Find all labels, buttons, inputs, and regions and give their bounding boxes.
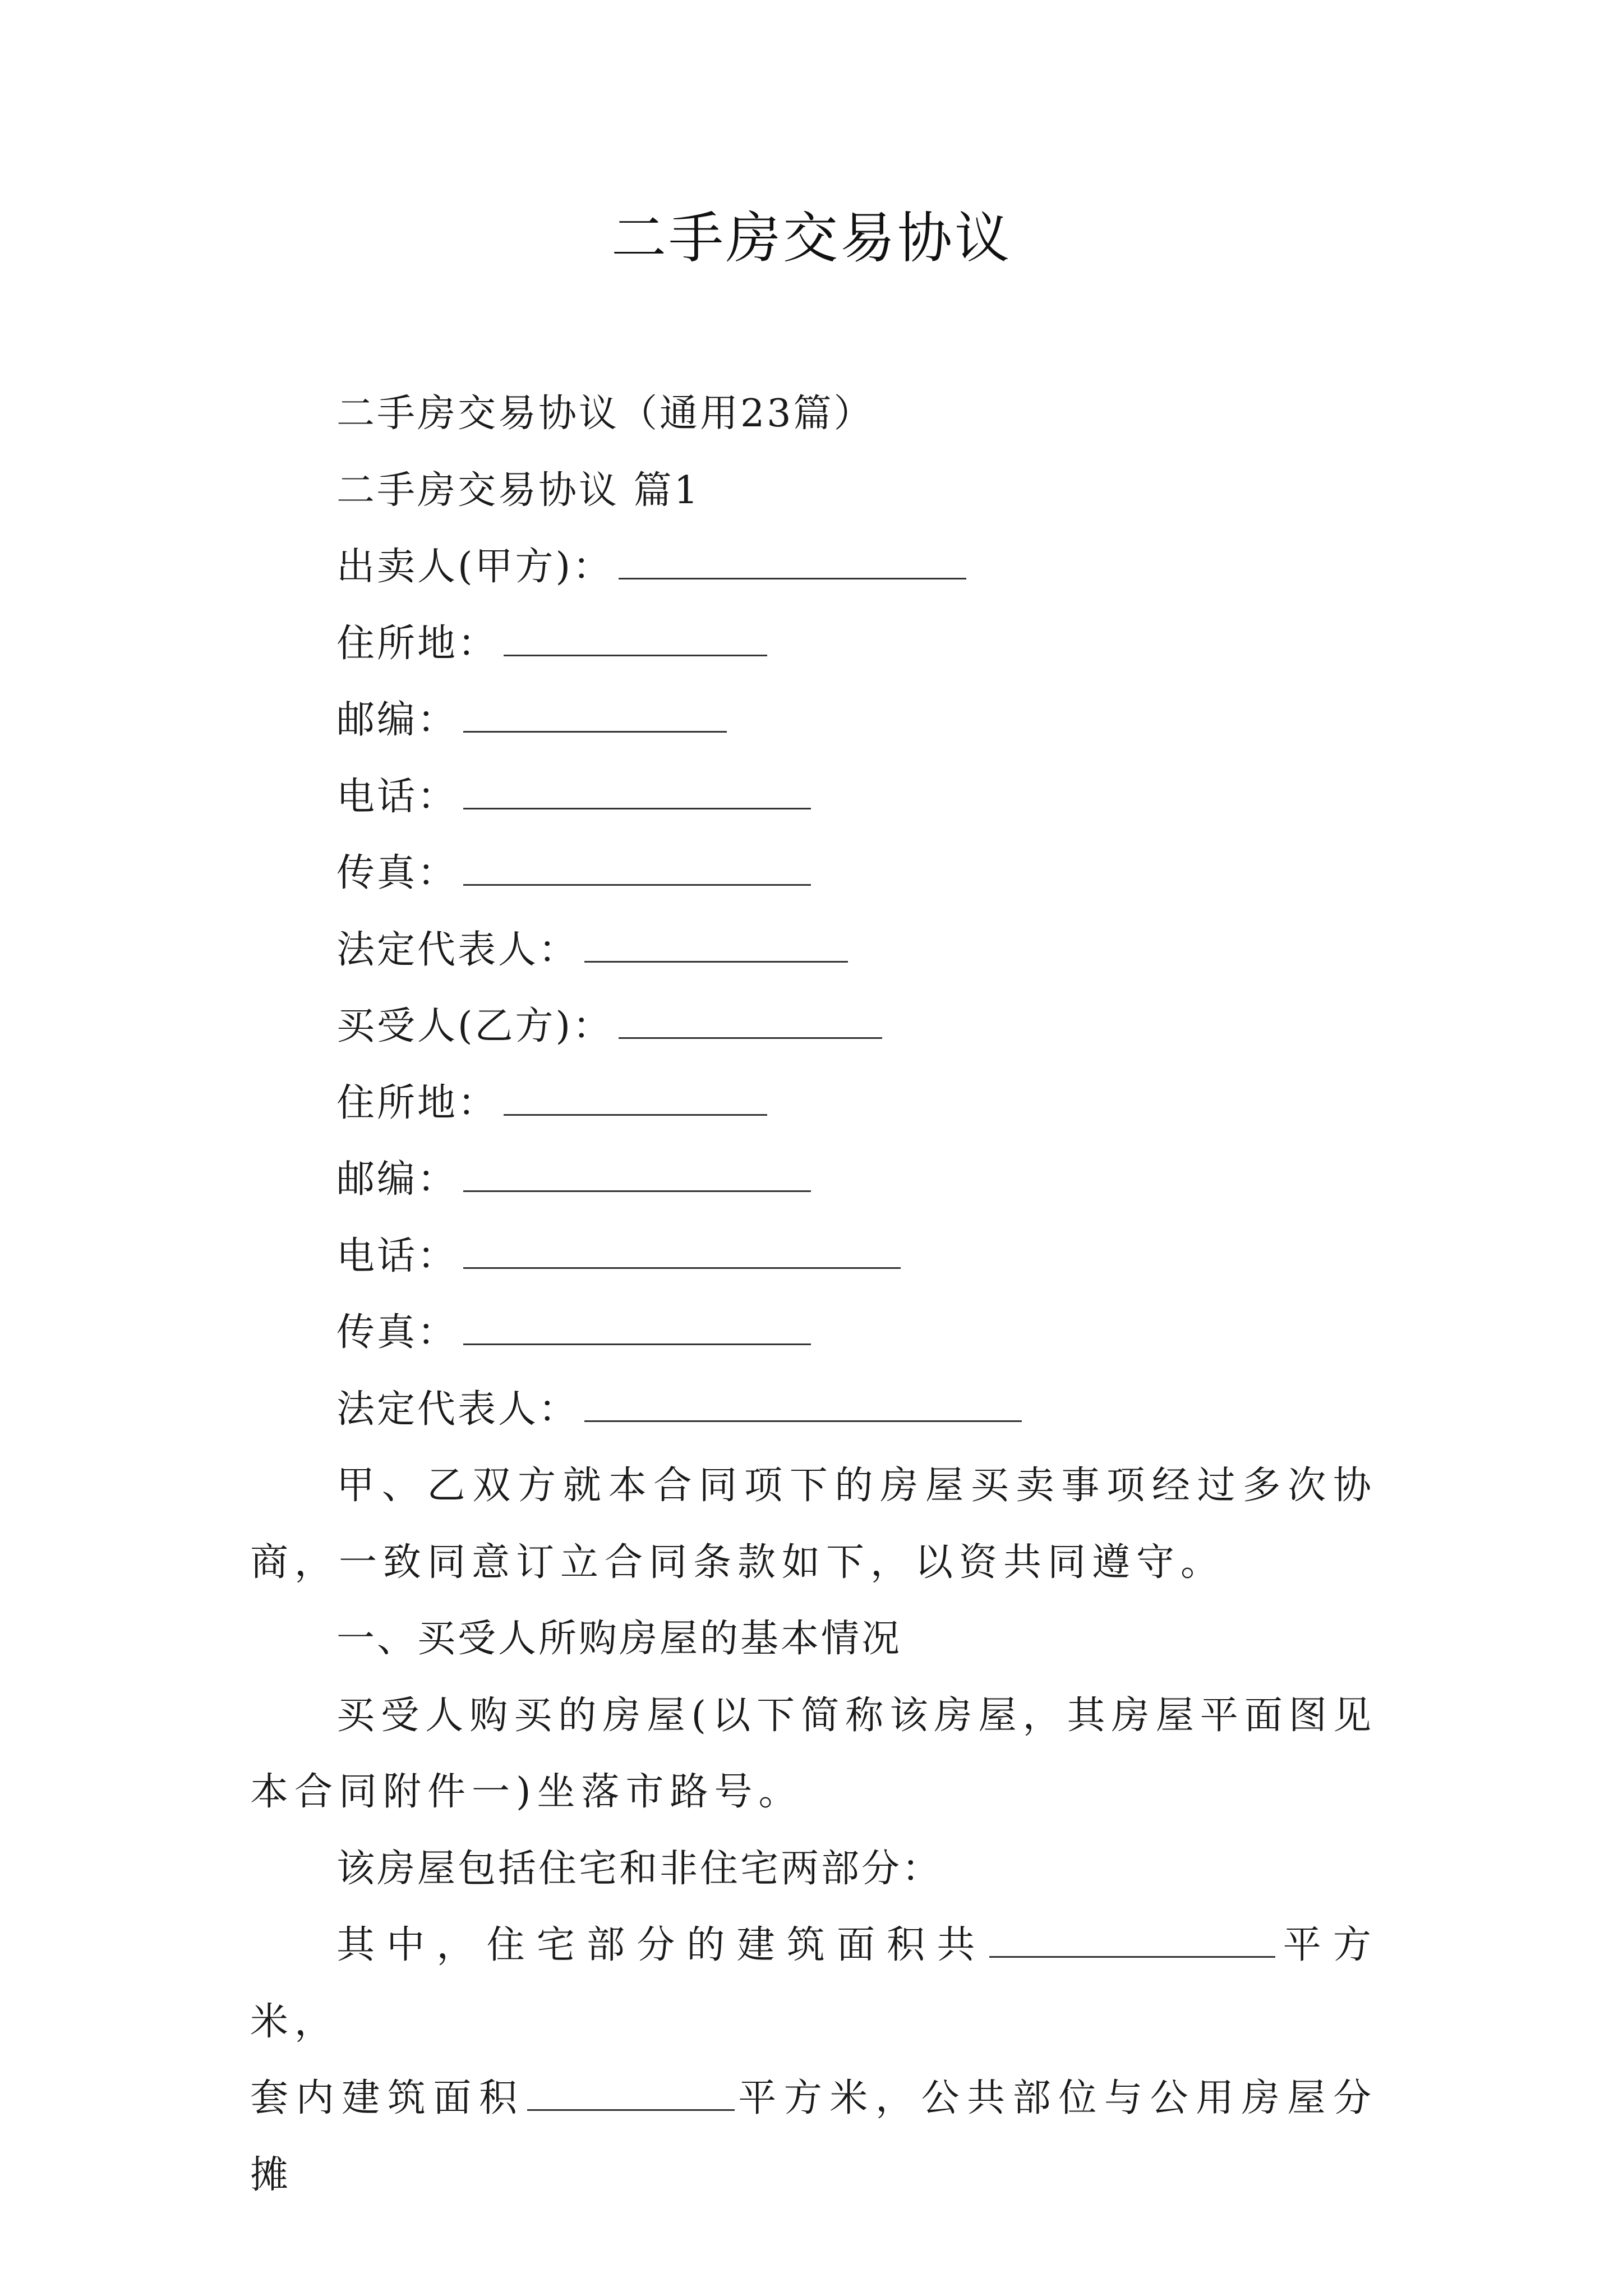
field-label: 电话：	[336, 774, 458, 819]
area-text-2-tail: 套内建筑面积	[250, 2076, 525, 2120]
fill-blank	[463, 1234, 901, 1269]
field-label: 邮编：	[336, 1157, 458, 1202]
buyer-fax-field	[250, 1295, 1377, 1372]
fill-blank	[463, 697, 727, 733]
field-label: 法定代表人：	[336, 1387, 579, 1432]
fill-blank	[527, 2076, 735, 2111]
intro-paragraph: 甲、乙双方就本合同项下的房屋买卖事项经过多次协商，一致同意订立合同条款如下，以资共同遵守。	[250, 1464, 1377, 1585]
field-label: 邮编：	[336, 698, 458, 742]
document-body	[250, 376, 1377, 2214]
field-label: 出卖人(甲方)：	[336, 545, 614, 589]
buyer-phone-field	[250, 1218, 1377, 1295]
fill-blank	[463, 774, 811, 809]
seller-address-field	[250, 606, 1377, 683]
document-title: 二手房交易协议	[611, 206, 1012, 270]
area-text-2: 平方米，	[250, 1923, 1377, 2044]
fill-blank	[463, 850, 811, 886]
article-1-paragraph-2: 该房屋包括住宅和非住宅两部分：	[336, 1846, 943, 1891]
article-1-heading: 一、买受人所购房屋的基本情况	[336, 1617, 902, 1661]
buyer-address-field	[250, 1065, 1377, 1142]
fill-blank	[463, 1157, 811, 1192]
field-label: 买受人(乙方)：	[336, 1004, 614, 1048]
fill-blank	[463, 1310, 811, 1345]
seller-postcode-field	[250, 682, 1377, 759]
field-label: 住所地：	[336, 621, 499, 666]
fill-blank	[989, 1922, 1275, 1958]
seller-phone-field	[250, 759, 1377, 836]
buyer-postcode-field	[250, 1142, 1377, 1218]
seller-fax-field	[250, 835, 1377, 912]
article-1-paragraph: 买受人购买的房屋(以下简称该房屋，其房屋平面图见本合同附件一)坐落市路号。	[250, 1693, 1377, 1814]
fill-blank	[504, 621, 767, 656]
fill-blank	[619, 544, 966, 579]
seller-name-field	[250, 529, 1377, 606]
fill-blank	[504, 1080, 767, 1116]
fill-blank	[619, 1004, 882, 1039]
area-text-1: 其中，住宅部分的建筑面积共	[336, 1923, 987, 1967]
fill-blank	[584, 1387, 1022, 1422]
buyer-legal-rep-field	[250, 1372, 1377, 1448]
seller-legal-rep-field	[250, 912, 1377, 989]
field-label: 传真：	[336, 1310, 458, 1355]
fill-blank	[584, 927, 848, 963]
buyer-name-field	[250, 988, 1377, 1065]
section-heading: 二手房交易协议 篇1	[336, 468, 700, 513]
area-text-3: 平方米，公共部位与公用房屋分摊	[250, 2076, 1377, 2197]
field-label: 法定代表人：	[336, 927, 579, 972]
field-label: 传真：	[336, 851, 458, 895]
document-subtitle: 二手房交易协议（通用23篇）	[336, 392, 874, 436]
field-label: 电话：	[336, 1234, 458, 1278]
field-label: 住所地：	[336, 1080, 499, 1125]
area-paragraph	[250, 1907, 1377, 2214]
